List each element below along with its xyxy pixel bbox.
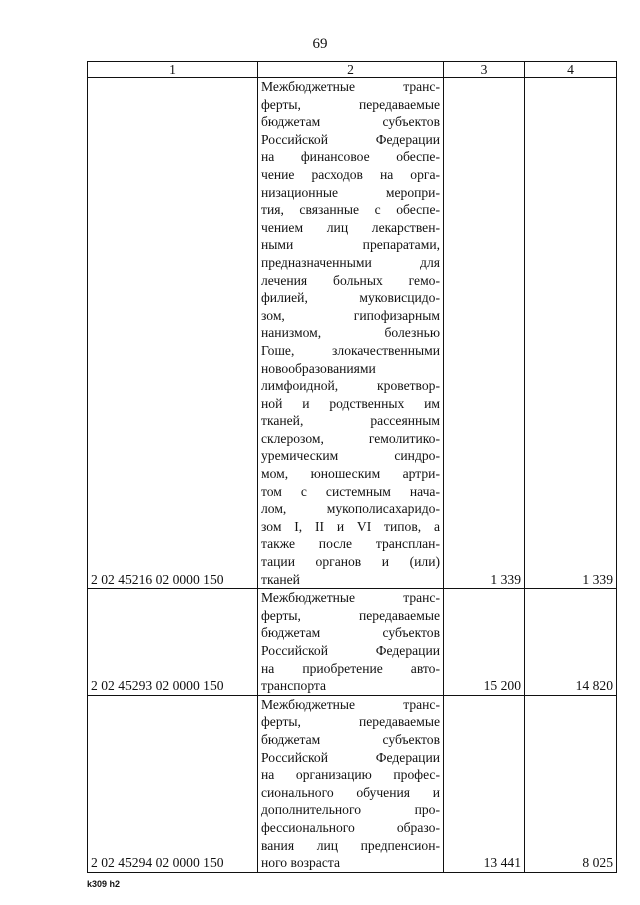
description-line: тации органов и (или) [261, 554, 440, 570]
description-line: филией, муковисцидо- [261, 290, 440, 306]
description-line: Российской Федерации [261, 749, 440, 765]
budget-code: 2 02 45293 02 0000 150 [88, 589, 258, 696]
column-header-4: 4 [525, 62, 617, 78]
description-line: том с системным нача- [261, 483, 440, 499]
transfer-description [258, 589, 444, 696]
description-line: транспорта [261, 678, 327, 694]
value-column-4: 14 820 [525, 589, 617, 696]
description-line: Межбюджетные транс- [261, 696, 440, 712]
description-line: ферты, передаваемые [261, 714, 440, 730]
budget-table [87, 61, 617, 873]
description-line: лечения больных гемо- [261, 272, 440, 288]
value-column-3: 13 441 [444, 695, 525, 872]
description-line: ферты, передаваемые [261, 607, 440, 623]
description-line: Гоше, злокачественными [261, 342, 440, 358]
table-row [88, 78, 617, 589]
description-line: ферты, передаваемые [261, 96, 440, 112]
description-line: вания лиц предпенсион- [261, 837, 440, 853]
description-line: зом I, II и VI типов, а [261, 518, 440, 534]
value-column-3: 15 200 [444, 589, 525, 696]
description-line: лимфоидной, кроветвор- [261, 378, 440, 394]
table-header-row [88, 62, 617, 78]
description-line: чение расходов на орга- [261, 166, 440, 182]
value-column-3: 1 339 [444, 78, 525, 589]
description-line: уремическим синдро- [261, 448, 440, 464]
description-line: дополнительного про- [261, 802, 440, 818]
value-column-4: 1 339 [525, 78, 617, 589]
table-row [88, 589, 617, 696]
description-line: также после трансплан- [261, 536, 440, 552]
description-line: склерозом, гемолитико- [261, 430, 440, 446]
description-line: тканей, рассеянным [261, 413, 440, 429]
description-line: предназначенными для [261, 254, 440, 270]
description-line: бюджетам субъектов [261, 114, 440, 130]
budget-code: 2 02 45216 02 0000 150 [88, 78, 258, 589]
document-code: k309 h2 [87, 879, 121, 889]
description-line: тия, связанные с обеспе- [261, 202, 440, 218]
transfer-description [258, 78, 444, 589]
value-column-4: 8 025 [525, 695, 617, 872]
description-line: ными препаратами, [261, 237, 440, 253]
description-line: Межбюджетные транс- [261, 79, 440, 94]
description-line: новообразованиями [261, 360, 376, 376]
description-line: зом, гипофизарным [261, 307, 440, 323]
column-header-1: 1 [88, 62, 258, 78]
description-line: ного возраста [261, 855, 341, 871]
description-line: Российской Федерации [261, 131, 440, 147]
description-line: сионального обучения и [261, 784, 440, 800]
description-line: мом, юношеским артри- [261, 466, 440, 482]
description-line: фессионального образо- [261, 819, 440, 835]
budget-code: 2 02 45294 02 0000 150 [88, 695, 258, 872]
description-line: на организацию профес- [261, 767, 440, 783]
description-line: низационные меропри- [261, 184, 440, 200]
description-line: ной и родственных им [261, 395, 440, 411]
description-line: бюджетам субъектов [261, 731, 440, 747]
description-line: нанизмом, болезнью [261, 325, 440, 341]
column-header-3: 3 [444, 62, 525, 78]
transfer-description [258, 695, 444, 872]
description-line: на приобретение авто- [261, 660, 440, 676]
description-line: бюджетам субъектов [261, 625, 440, 641]
description-line: Российской Федерации [261, 643, 440, 658]
page-number: 69 [312, 36, 328, 52]
description-line: лом, мукополисахаридо- [261, 501, 440, 517]
description-line: тканей [261, 571, 300, 587]
column-header-2: 2 [258, 62, 444, 78]
description-line: чением лиц лекарствен- [261, 219, 440, 235]
table-row [88, 695, 617, 872]
description-line: на финансовое обеспе- [261, 149, 440, 165]
description-line: Межбюджетные транс- [261, 590, 440, 606]
